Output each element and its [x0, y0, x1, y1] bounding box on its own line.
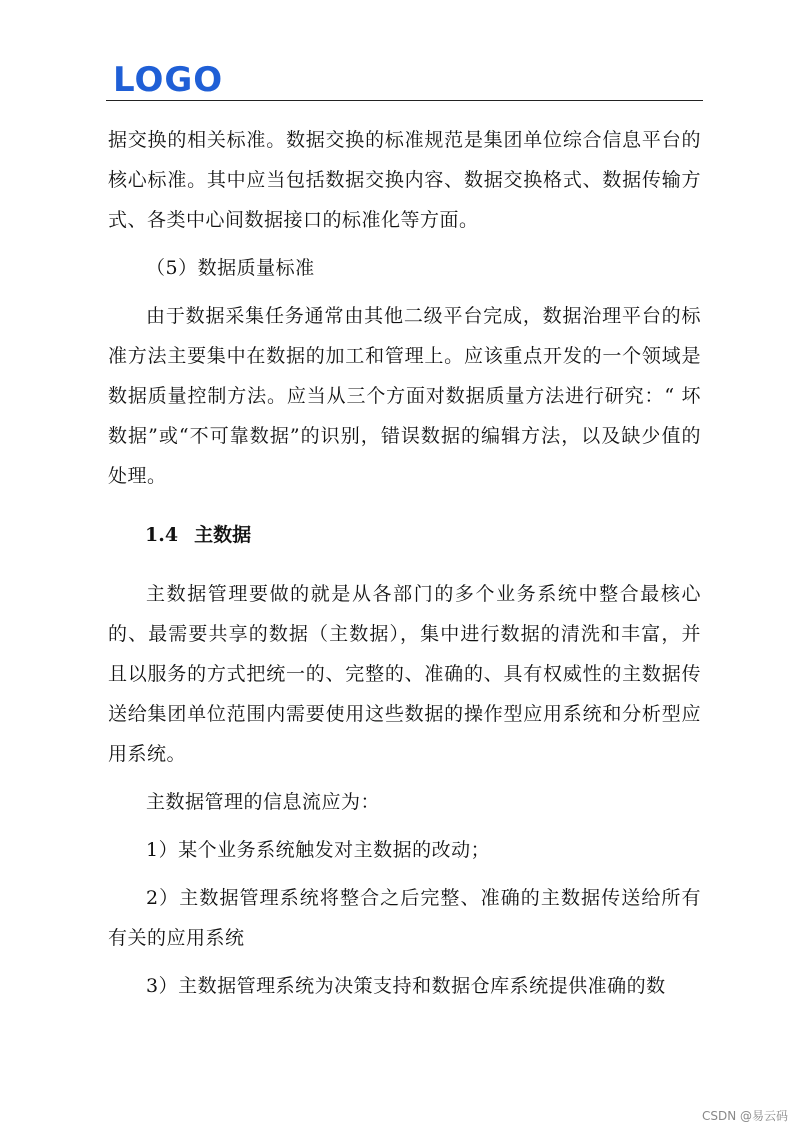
document-body — [108, 120, 701, 1006]
section-title: 主数据 — [194, 524, 252, 546]
paragraph-info-flow: 主数据管理的信息流应为： — [146, 791, 381, 813]
paragraph-master-data: 主数据管理要做的就是从各部门的多个业务系统中整合最核心的、最需要共享的数据（主数据），集中进行数据的清洗和丰富，并且以服务的方式把统一的、完整的、准确的、具有权威性的主数据传送给集团单位范围内需要使用这些数据的操作型应用系统和分析型应用系统。 — [108, 583, 701, 765]
paragraph-data-quality: 由于数据采集任务通常由其他二级平台完成，数据治理平台的标准方法主要集中在数据的加工和管理上。应该重点开发的一个领域是数据质量控制方法。应当从三个方面对数据质量方法进行研究：“ 坏数据”或“不可靠数据”的识别，错误数据的编辑方法，以及缺少值的处理。 — [108, 305, 701, 487]
section-heading — [108, 515, 701, 555]
list-item-3: 3）主数据管理系统为决策支持和数据仓库系统提供准确的数 — [146, 975, 666, 997]
list-item-1: 1）某个业务系统触发对主数据的改动； — [146, 839, 491, 861]
paragraph-data-exchange: 据交换的相关标准。数据交换的标准规范是集团单位综合信息平台的核心标准。其中应当包括数据交换内容、数据交换格式、数据传输方式、各类中心间数据接口的标准化等方面。 — [108, 129, 701, 231]
logo: LOGO — [113, 60, 224, 100]
header-rule — [106, 100, 703, 101]
section-number: 1.4 — [145, 524, 179, 546]
watermark: CSDN @易云码 — [701, 1109, 788, 1123]
subheading-data-quality: （5）数据质量标准 — [146, 257, 315, 279]
list-item-2: 2）主数据管理系统将整合之后完整、准确的主数据传送给所有有关的应用系统 — [108, 887, 701, 949]
